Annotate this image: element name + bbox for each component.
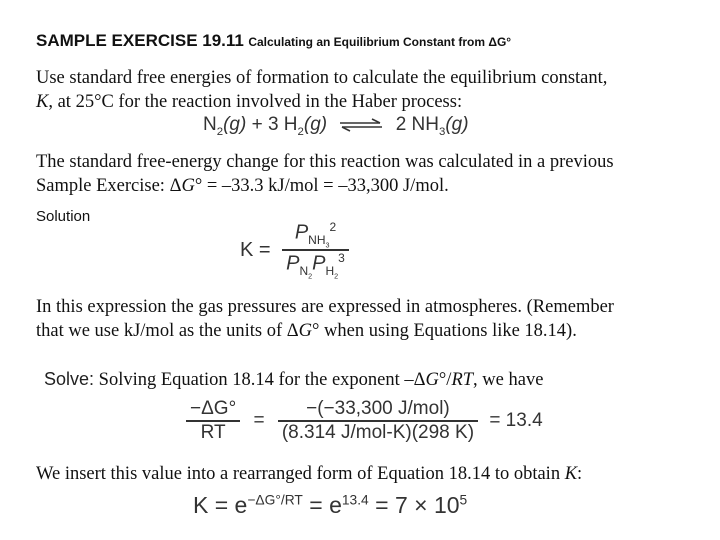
equilibrium-arrow-icon (338, 118, 384, 132)
exercise-title: Calculating an Equilibrium Constant from ΔG° (248, 35, 512, 49)
final-exp-3: 5 (459, 492, 468, 508)
reactant-h2: + 3 $H_2(g)$ (246, 114, 328, 138)
product-nh3: 2 $NH_3(g)$ (395, 114, 469, 138)
k-expression (240, 220, 349, 280)
k-expression-lhs: K = (240, 238, 271, 261)
intro-k-var: K (36, 92, 49, 112)
haber-reaction (203, 114, 469, 138)
k-numerator: $P_{NH_3}^2$ (294, 220, 337, 250)
k-fraction (282, 220, 349, 280)
given-line-1: The standard free-energy change for this reaction was calculated in a previous (36, 152, 614, 172)
solution-label: Solution (36, 208, 91, 225)
intro-line-2-text: , at 25°C for the reaction involved in the Haber process: (48, 92, 463, 112)
note-line-2: that we use kJ/mol as the units of ΔG° when using Equations like 18.14). (36, 321, 577, 341)
exponent-result: = 13.4 (489, 410, 543, 431)
solve-line: Solve: Solving Equation 18.14 for the exponent –ΔG°/RT, we have (44, 369, 544, 390)
final-equation: $K = e^{-\Delta G^\circ/RT} = e^{13.4} = 7 \times 10^5$ (193, 492, 468, 518)
given-paragraph (36, 150, 716, 198)
final-exp-2: 13.4 (341, 492, 369, 508)
intro-line-2 (36, 90, 706, 114)
insert-line: We insert this value into a rearranged form of Equation 18.14 to obtain K: (36, 464, 583, 484)
solve-label: Solve: (44, 369, 95, 389)
value-fraction: $\frac{\text{−(−33,300 J/mol)}}{\text{(8.314 J/mol-K)(298 K)}}$ (278, 398, 478, 444)
exercise-label: SAMPLE EXERCISE 19.11 (36, 31, 244, 50)
final-exp-1: −ΔG°/RT (247, 492, 303, 508)
intro-paragraph (36, 66, 706, 114)
exercise-header (36, 31, 511, 51)
note-line-1: In this expression the gas pressures are expressed in atmospheres. (Remember (36, 297, 614, 317)
given-line-2: Sample Exercise: ΔG° = –33.3 kJ/mol = –33,300 J/mol. (36, 176, 449, 196)
intro-line-1: Use standard free energies of formation to calculate the equilibrium constant, (36, 68, 608, 88)
exponent-calculation: $\frac{-\Delta G^\circ}{RT}$ = $\frac{\text{−(−33,300 J/mol)}}{\text{(8.314 J/mol-K)(298 K)}}$ = 13.4 (186, 398, 543, 444)
exponent-fraction: $\frac{-\Delta G^\circ}{RT}$ (186, 398, 240, 444)
reactant-n2: $N_2(g)$ (203, 114, 247, 138)
k-denominator: $P_{N_2}P_{H_2}^3$ (282, 249, 349, 280)
final-lhs: K = e (193, 492, 248, 518)
note-paragraph (36, 295, 716, 343)
